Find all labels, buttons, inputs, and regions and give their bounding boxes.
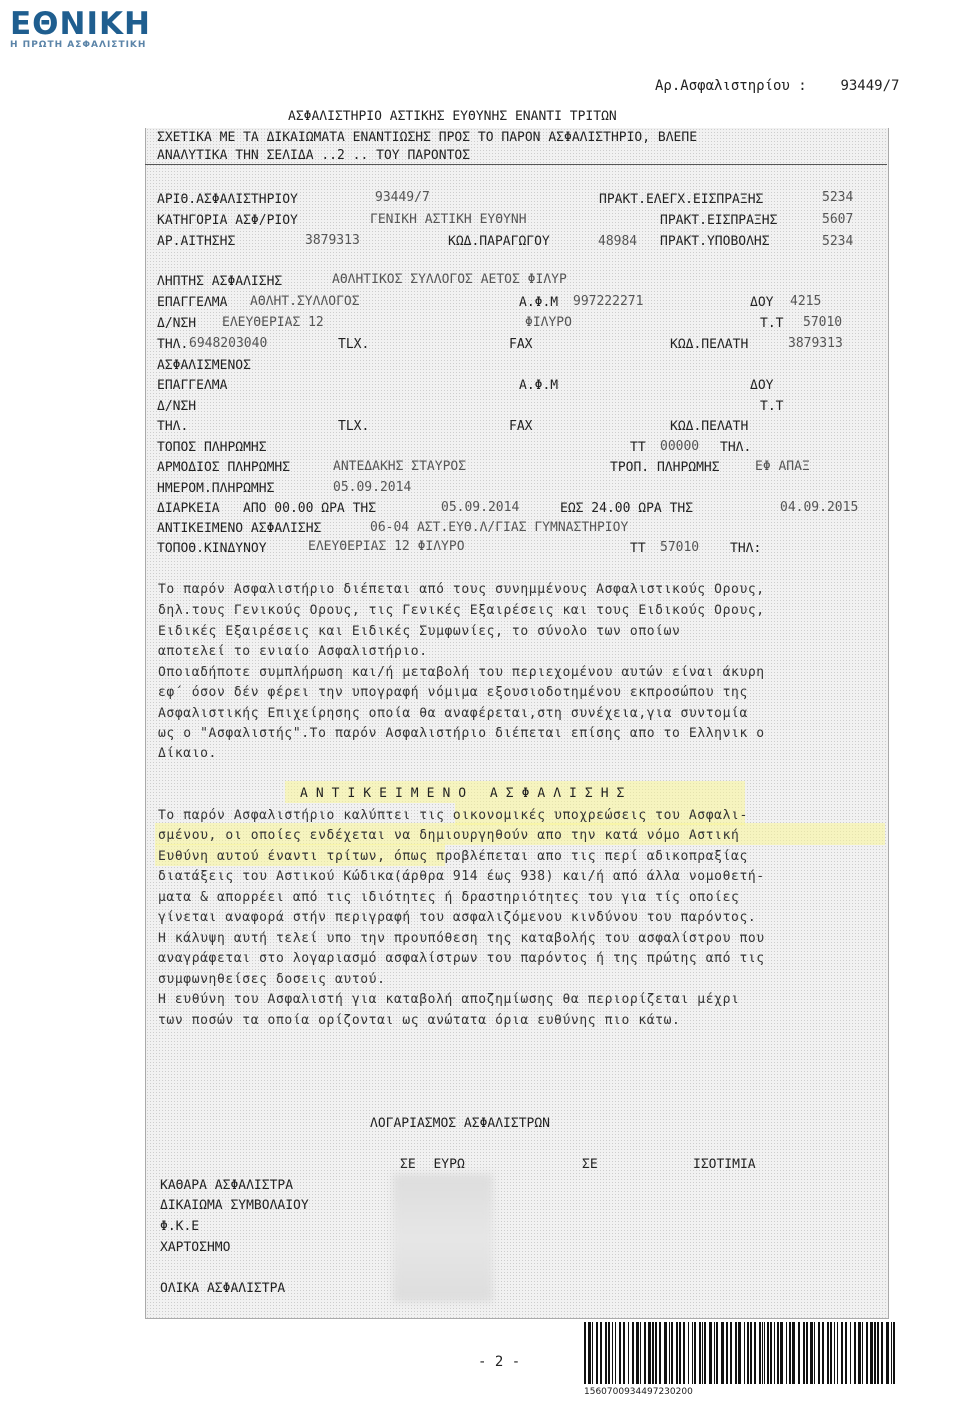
- barcode-bar: [694, 1322, 696, 1384]
- premium-row-label: ΧΑΡΤΟΣΗΜΟ: [160, 1240, 231, 1255]
- barcode-bar: [837, 1322, 838, 1384]
- barcode-bar: [676, 1322, 678, 1384]
- field-label: ΤΗΛ.: [157, 419, 189, 434]
- notice-box: [145, 128, 887, 165]
- barcode-bar: [762, 1322, 763, 1384]
- barcode-bar: [623, 1322, 625, 1384]
- object-line: Η ευθύνη του Ασφαλιστή για καταβολή αποζημίωσης θα περιορίζεται μέχρι: [158, 992, 740, 1007]
- object-line: γίνεται αναφορά στήν περιγραφή του ασφαλιζόμενου κινδύνου του παρόντος.: [158, 910, 757, 925]
- barcode-bar: [792, 1322, 795, 1384]
- field-label: ΤΗΛ.: [720, 440, 752, 455]
- terms-line: Ασφαλιστικής Επιχείρησης οποία θα αναφέρεται,στη συνέχεια,για συντομία: [158, 706, 748, 721]
- barcode-bar: [648, 1322, 651, 1384]
- field-label: FAX: [509, 337, 533, 352]
- field-value: ΓΕΝΙΚΗ ΑΣΤΙΚΗ ΕΥΘΥΝΗ: [370, 212, 527, 227]
- field-label: ΚΑΤΗΓΟΡΙΑ ΑΣΦ/ΡΙΟΥ: [157, 213, 298, 228]
- field-label: ΚΩΔ.ΠΑΡΑΓΩΓΟΥ: [448, 234, 550, 249]
- barcode-bar: [874, 1322, 876, 1384]
- field-label: ΑΡΜΟΔΙΟΣ ΠΛΗΡΩΜΗΣ: [157, 460, 291, 475]
- terms-line: Δίκαιο.: [158, 746, 217, 761]
- barcode-bar: [830, 1322, 832, 1384]
- barcode-bar: [862, 1322, 863, 1384]
- barcode-bar: [721, 1322, 724, 1384]
- barcode-bar: [699, 1322, 701, 1384]
- barcode-bar: [584, 1322, 586, 1384]
- barcode-bar: [679, 1322, 681, 1384]
- field-value: 00000: [660, 439, 700, 454]
- barcode-bar: [612, 1322, 613, 1384]
- notice-line: ΣΧΕΤΙΚΑ ΜΕ ΤΑ ΔΙΚΑΙΩΜΑΤΑ ΕΝΑΝΤΙΩΣΗΣ ΠΡΟΣ ΤΟ ΠΑΡΟΝ ΑΣΦΑΛΙΣΤΗΡΙΟ, ΒΛΕΠΕ: [157, 130, 698, 145]
- barcode-number: 1560700934497230200: [584, 1387, 693, 1397]
- field-label: Α.Φ.Μ: [519, 378, 559, 393]
- barcode-bar: [854, 1322, 856, 1384]
- barcode-bar: [803, 1322, 805, 1384]
- barcode-bar: [834, 1322, 835, 1384]
- field-label: ΔΟΥ: [750, 378, 774, 393]
- field-label: FAX: [509, 419, 533, 434]
- barcode-bar: [730, 1322, 732, 1384]
- field-label: ΤΤ: [630, 440, 646, 455]
- barcode-bar: [877, 1322, 879, 1384]
- barcode-bar: [806, 1322, 808, 1384]
- field-label: ΤΤ: [630, 541, 646, 556]
- barcode-bar: [891, 1322, 892, 1384]
- object-line: σμένου, οι οποίες ενδέχεται να δημιουργηθούν απο την κατά νόμο Αστική: [158, 828, 740, 843]
- field-label: ΤΡΟΠ. ΠΛΗΡΩΜΗΣ: [610, 460, 720, 475]
- barcode-bar: [632, 1322, 634, 1384]
- barcode-bar: [704, 1322, 706, 1384]
- barcode-bar: [767, 1322, 769, 1384]
- field-value: 06-04 ΑΣΤ.ΕΥΘ.Λ/ΓΙΑΣ ΓΥΜΝΑΣΤΗΡΙΟΥ: [370, 520, 629, 535]
- field-label: ΠΡΑΚΤ.ΥΠΟΒΟΛΗΣ: [660, 234, 770, 249]
- field-label: ΛΗΠΤΗΣ ΑΣΦΑΛΙΣΗΣ: [157, 274, 283, 289]
- barcode-bar: [588, 1322, 591, 1384]
- barcode-bar: [786, 1322, 787, 1384]
- barcode-bar: [774, 1322, 775, 1384]
- barcode-bar: [592, 1322, 593, 1384]
- field-label: ΠΡΑΚΤ.ΕΛΕΓΧ.ΕΙΣΠΡΑΞΗΣ: [599, 192, 764, 207]
- field-value: 997222271: [573, 294, 644, 309]
- premiums-col-se: ΣΕ: [582, 1157, 598, 1172]
- premiums-col-isotimia: ΙΣΟΤΙΜΙΑ: [693, 1157, 756, 1172]
- redacted-amounts: [393, 1174, 493, 1302]
- barcode-bar: [692, 1322, 693, 1384]
- premiums-col-euro: ΣΕ ΕΥΡΩ: [400, 1157, 465, 1172]
- barcode-bar: [777, 1322, 779, 1384]
- object-section-title: ΑΝΤΙΚΕΙΜΕΝΟ ΑΣΦΑΛΙΣΗΣ: [300, 786, 633, 801]
- object-line: διατάξεις του Αστικού Κώδικα(άρθρα 914 έως 938) και/ή από άλλα νομοθετή-: [158, 869, 765, 884]
- policy-number-header: [655, 78, 899, 94]
- barcode-bar: [850, 1322, 851, 1384]
- policy-number-value: 93449/7: [840, 78, 900, 94]
- field-label: Δ/ΝΣΗ: [157, 399, 197, 414]
- field-label: ΕΠΑΓΓΕΛΜΑ: [157, 295, 228, 310]
- field-label: TLX.: [338, 337, 370, 352]
- barcode-bar: [659, 1322, 661, 1384]
- field-label: ΔΙΑΡΚΕΙΑ: [157, 501, 220, 516]
- barcode-bar: [845, 1322, 847, 1384]
- barcode-bar: [702, 1322, 703, 1384]
- object-line: Ευθύνη αυτού έναντι τρίτων, όπως προβλέπεται απο τις περί αδικοπραξίας: [158, 849, 748, 864]
- barcode-bar: [886, 1322, 889, 1384]
- barcode-bar: [615, 1322, 616, 1384]
- barcode-bar: [818, 1322, 820, 1384]
- field-label: ΔΟΥ: [750, 295, 774, 310]
- barcode-bar: [754, 1322, 756, 1384]
- barcode-bar: [600, 1322, 602, 1384]
- barcode-bar: [810, 1322, 813, 1384]
- policy-number-label: Αρ.Ασφαλιστηρίου :: [655, 78, 807, 94]
- field-label: ΤΟΠΟΣ ΠΛΗΡΩΜΗΣ: [157, 440, 267, 455]
- field-value: ΑΝΤΕΔΑΚΗΣ ΣΤΑΥΡΟΣ: [333, 459, 467, 474]
- field-label: ΑΡΙΘ.ΑΣΦΑΛΙΣΤΗΡΙΟΥ: [157, 192, 298, 207]
- field-value: ΕΛΕΥΘΕΡΙΑΣ 12: [222, 315, 324, 330]
- barcode-bar: [716, 1322, 718, 1384]
- premium-total-label: ΟΛΙΚΑ ΑΣΦΑΛΙΣΤΡΑ: [160, 1281, 286, 1296]
- field-value: ΕΦ ΑΠΑΞ: [755, 459, 810, 474]
- premium-row-label: Φ.Κ.Ε: [160, 1219, 200, 1234]
- field-value: 5234: [822, 190, 854, 205]
- barcode-bar: [744, 1322, 745, 1384]
- barcode-bar: [770, 1322, 772, 1384]
- field-label: ΤΟΠΟΘ.ΚΙΝΔΥΝΟΥ: [157, 541, 267, 556]
- barcode-bar: [688, 1322, 689, 1384]
- barcode-bar: [664, 1322, 667, 1384]
- object-line: των ποσών τα οποία ορίζονται ως ανώτατα όρια ευθύνης πιο κάτω.: [158, 1013, 681, 1028]
- barcode-bar: [738, 1322, 741, 1384]
- barcode-bar: [709, 1322, 712, 1384]
- terms-line: δηλ.τους Γενικούς Ορους, τις Γενικές Εξαιρέσεις και τους Ειδικούς Ορους,: [158, 603, 765, 618]
- company-logo: ΕΘΝΙΚΗ: [10, 6, 151, 42]
- barcode-bar: [747, 1322, 749, 1384]
- field-value: 4215: [790, 294, 822, 309]
- barcode-bar: [669, 1322, 670, 1384]
- barcode-bar: [655, 1322, 657, 1384]
- field-value: 93449/7: [375, 190, 430, 205]
- barcode-bar: [822, 1322, 824, 1384]
- field-label: ΑΣΦΑΛΙΣΜΕΝΟΣ: [157, 358, 251, 373]
- barcode-bar: [619, 1322, 621, 1384]
- barcode-bar: [841, 1322, 843, 1384]
- field-label: Δ/ΝΣΗ: [157, 316, 197, 331]
- field-label: ΚΩΔ.ΠΕΛΑΤΗ: [670, 337, 749, 352]
- barcode-bar: [798, 1322, 800, 1384]
- field-label: Τ.Τ: [760, 399, 784, 414]
- terms-line: εφ΄ όσον δέν φέρει την υπογραφή νόμιμα εξουσιοδοτημένου εκπροσώπου της: [158, 685, 748, 700]
- field-label: ΕΠΑΓΓΕΛΜΑ: [157, 378, 228, 393]
- barcode-bar: [605, 1322, 607, 1384]
- field-label: Τ.Τ: [760, 316, 784, 331]
- field-value: 57010: [660, 540, 700, 555]
- field-value: 04.09.2015: [780, 500, 859, 515]
- barcode-bar: [780, 1322, 783, 1384]
- barcode-bar: [726, 1322, 728, 1384]
- field-label: ΠΡΑΚΤ.ΕΙΣΠΡΑΞΗΣ: [660, 213, 778, 228]
- barcode-bar: [827, 1322, 829, 1384]
- object-line: αναγράφεται στο λογαριασμό ασφαλίστρων του παρόντος ή της πρώτης από τις: [158, 951, 765, 966]
- barcode-bar: [858, 1322, 861, 1384]
- field-label: TLX.: [338, 419, 370, 434]
- barcode-bar: [714, 1322, 715, 1384]
- barcode: [582, 1322, 898, 1384]
- barcode-bar: [759, 1322, 761, 1384]
- document-title: ΑΣΦΑΛΙΣΤΗΡΙΟ ΑΣΤΙΚΗΣ ΕΥΘΥΝΗΣ ΕΝΑΝΤΙ ΤΡΙΤΩΝ: [288, 109, 617, 124]
- barcode-bar: [671, 1322, 673, 1384]
- field-value: 05.09.2014: [333, 480, 412, 495]
- barcode-bar: [893, 1322, 895, 1384]
- barcode-bar: [866, 1322, 868, 1384]
- barcode-bar: [608, 1322, 610, 1384]
- field-label: ΑΠΟ 00.00 ΩΡΑ ΤΗΣ: [243, 501, 377, 516]
- terms-line: Ειδικές Εξαιρέσεις και Ειδικές Συμφωνίες, το σύνολο των οποίων: [158, 624, 681, 639]
- field-value: ΑΘΛΗΤ.ΣΥΛΛΟΓΟΣ: [250, 294, 360, 309]
- page-number: - 2 -: [478, 1354, 521, 1370]
- field-value: 48984: [598, 234, 638, 249]
- field-value: 5607: [822, 212, 854, 227]
- field-label: ΤΗΛ.: [157, 337, 189, 352]
- barcode-bar: [652, 1322, 654, 1384]
- field-value: ΑΘΛΗΤΙΚΟΣ ΣΥΛΛΟΓΟΣ ΑΕΤΟΣ ΦΙΛΥΡ: [332, 272, 567, 287]
- field-label: ΗΜΕΡΟΜ.ΠΛΗΡΩΜΗΣ: [157, 481, 275, 496]
- barcode-bar: [750, 1322, 752, 1384]
- terms-line: ως ο "Ασφαλιστής".Το παρόν Ασφαλιστήριο διέπεται επίσης απο το Ελληνικ ο: [158, 726, 765, 741]
- barcode-bar: [596, 1322, 598, 1384]
- terms-line: Το παρόν Ασφαλιστήριο διέπεται από τους συνημμένους Ασφαλιστικούς Ορους,: [158, 582, 765, 597]
- company-tagline: Η ΠΡΩΤΗ ΑΣΦΑΛΙΣΤΙΚΗ: [10, 40, 147, 50]
- barcode-bar: [644, 1322, 646, 1384]
- field-value: 05.09.2014: [441, 500, 520, 515]
- field-label: ΑΡ.ΑΙΤΗΣΗΣ: [157, 234, 236, 249]
- field-label: ΤΗΛ:: [730, 541, 762, 556]
- object-line: Η κάλυψη αυτή τελεί υπο την προυπόθεση της καταβολής του ασφαλίστρου που: [158, 931, 765, 946]
- field-label: ΑΝΤΙΚΕΙΜΕΝΟ ΑΣΦΑΛΙΣΗΣ: [157, 521, 322, 536]
- object-line: ματα & απορρέει από τις ιδιότητες ή δραστηριότητες του για τίς οποίες: [158, 890, 740, 905]
- terms-line: Οποιαδήποτε συμπλήρωση και/ή μεταβολή του περιεχομένου αυτών είναι άκυρη: [158, 665, 765, 680]
- premium-row-label: ΔΙΚΑΙΩΜΑ ΣΥΜΒΟΛΑΙΟΥ: [160, 1198, 309, 1213]
- object-line: συμφωνηθείσες δοσεις αυτού.: [158, 972, 386, 987]
- field-value: 6948203040: [189, 336, 268, 351]
- barcode-bar: [735, 1322, 737, 1384]
- barcode-bar: [870, 1322, 873, 1384]
- field-value: ΕΛΕΥΘΕΡΙΑΣ 12 ΦΙΛΥΡΟ: [308, 539, 465, 554]
- field-label: ΕΩΣ 24.00 ΩΡΑ ΤΗΣ: [560, 501, 694, 516]
- field-value: 5234: [822, 234, 854, 249]
- barcode-bar: [640, 1322, 641, 1384]
- barcode-bar: [764, 1322, 765, 1384]
- field-value: 3879313: [305, 233, 360, 248]
- barcode-bar: [881, 1322, 883, 1384]
- terms-line: αποτελεί το ενιαίο Ασφαλιστήριο.: [158, 644, 428, 659]
- field-label: Α.Φ.Μ: [519, 295, 559, 310]
- notice-line: ΑΝΑΛΥΤΙΚΑ ΤΗΝ ΣΕΛΙΔΑ ..2 .. ΤΟΥ ΠΑΡΟΝΤΟΣ: [157, 148, 471, 163]
- barcode-bar: [636, 1322, 639, 1384]
- field-value: ΦΙΛΥΡΟ: [525, 315, 572, 330]
- barcode-bar: [814, 1322, 815, 1384]
- object-line: Το παρόν Ασφαλιστήριο καλύπτει τις οικονομικές υποχρεώσεις του Ασφαλι-: [158, 808, 748, 823]
- barcode-bar: [683, 1322, 685, 1384]
- barcode-bar: [789, 1322, 791, 1384]
- field-value: 57010: [803, 315, 843, 330]
- premium-row-label: ΚΑΘΑΡΑ ΑΣΦΑΛΙΣΤΡΑ: [160, 1178, 294, 1193]
- premiums-title: ΛΟΓΑΡΙΑΣΜΟΣ ΑΣΦΑΛΙΣΤΡΩΝ: [370, 1116, 551, 1131]
- barcode-bar: [628, 1322, 629, 1384]
- field-label: ΚΩΔ.ΠΕΛΑΤΗ: [670, 419, 749, 434]
- field-value: 3879313: [788, 336, 843, 351]
